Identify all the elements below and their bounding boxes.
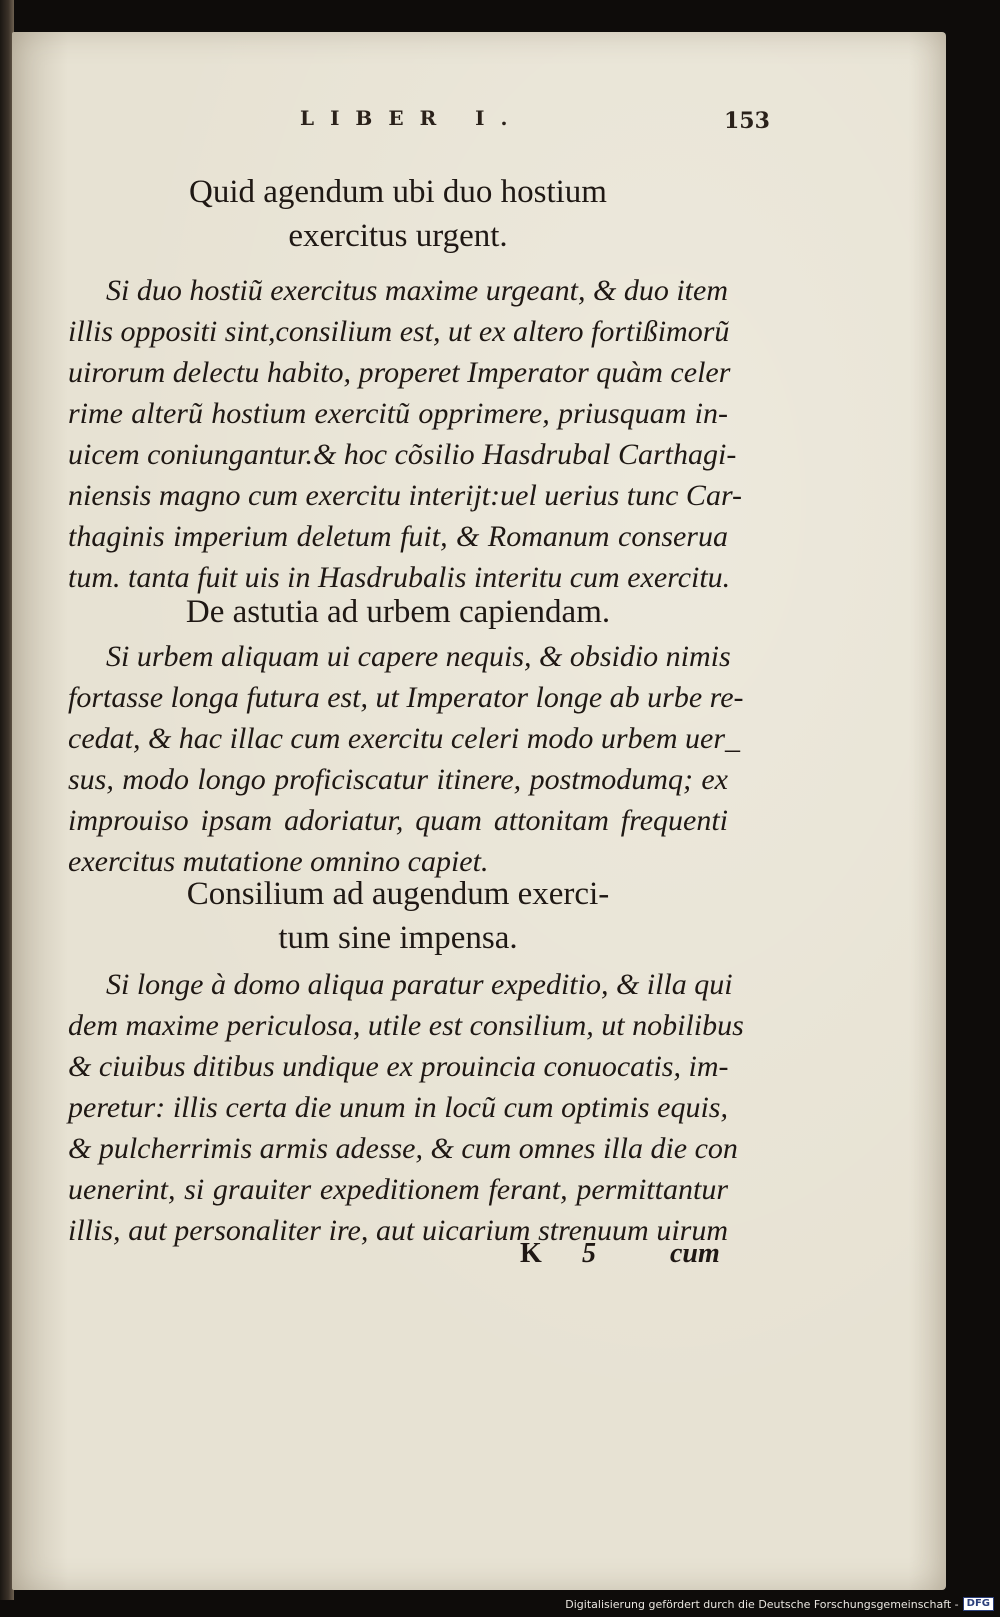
text-line: improuiso ipsam adoriatur, quam attonitam frequenti [68,804,728,837]
text-line: thaginis imperium deletum fuit, & Romanum conserua [68,520,728,553]
heading-line: exercitus urgent. [288,218,508,254]
text-line: cedat, & hac illac cum exercitu celeri modo urbem uer_ [68,722,741,755]
section-1 [68,170,743,598]
text-line: niensis magno cum exercitu interijt:uel uerius tunc Car- [68,479,743,512]
text-line: uirorum delectu habito, properet Imperator quàm celer [68,356,731,389]
text-line: uenerint, si grauiter expeditionem ferant, permittantur [68,1173,728,1206]
text-line: exercitus mutatione omnino capiet. [68,845,489,878]
text-line: Si longe à domo aliqua paratur expeditio, & illa qui [106,968,733,1001]
text-line: illis, aut personaliter ire, aut uicarium strenuum uirum [68,1214,728,1247]
heading-line: De astutia ad urbem capiendam. [185,594,611,630]
text-line: sus, modo longo proficiscatur itinere, postmodumq; ex [68,763,728,796]
text-line: Si urbem aliquam ui capere nequis, & obsidio nimis [106,640,731,673]
funding-credit: Digitalisierung gefördert durch die Deutsche Forschungsgemeinschaft - [565,1597,959,1611]
text-line: dem maxime periculosa, utile est consilium, ut nobilibus [68,1009,744,1042]
signature-number: 5 [582,1238,596,1269]
text-line: & ciuibus ditibus undique ex prouincia conuocatis, im- [68,1050,729,1083]
section-heading [68,170,728,258]
text-line: peretur: illis certa die unum in locũ cum optimis equis, [68,1091,728,1124]
section-2 [68,590,744,882]
text-line: illis oppositi sint,consilium est, ut ex altero fortißimorũ [68,315,730,348]
section-heading [68,590,728,634]
section-heading [68,872,728,960]
text-line: rime alterũ hostium exercitũ opprimere, priusquam in- [68,397,728,430]
dfg-logo-icon: DFG [963,1597,994,1611]
text-line: uicem coniungantur.& hoc cõsilio Hasdrubal Carthagi- [68,438,737,471]
page-number: 153 [724,108,770,134]
text-line: tum. tanta fuit uis in Hasdrubalis interitu cum exercitu. [68,561,731,594]
text-line: Si duo hostiũ exercitus maxime urgeant, & duo item [106,274,728,307]
signature-letter: K [520,1238,542,1269]
text-line: & pulcherrimis armis adesse, & cum omnes illa die con [68,1132,738,1165]
running-head: LIBER I. [300,106,524,130]
heading-line: Consilium ad augendum exerci- [186,876,610,912]
text-line: fortasse longa futura est, ut Imperator longe ab urbe re- [68,681,744,714]
heading-line: tum sine impensa. [278,920,518,956]
digitization-footer [565,1597,994,1611]
heading-line: Quid agendum ubi duo hostium [189,174,607,210]
catchword: cum [670,1238,720,1269]
section-3 [68,872,744,1251]
